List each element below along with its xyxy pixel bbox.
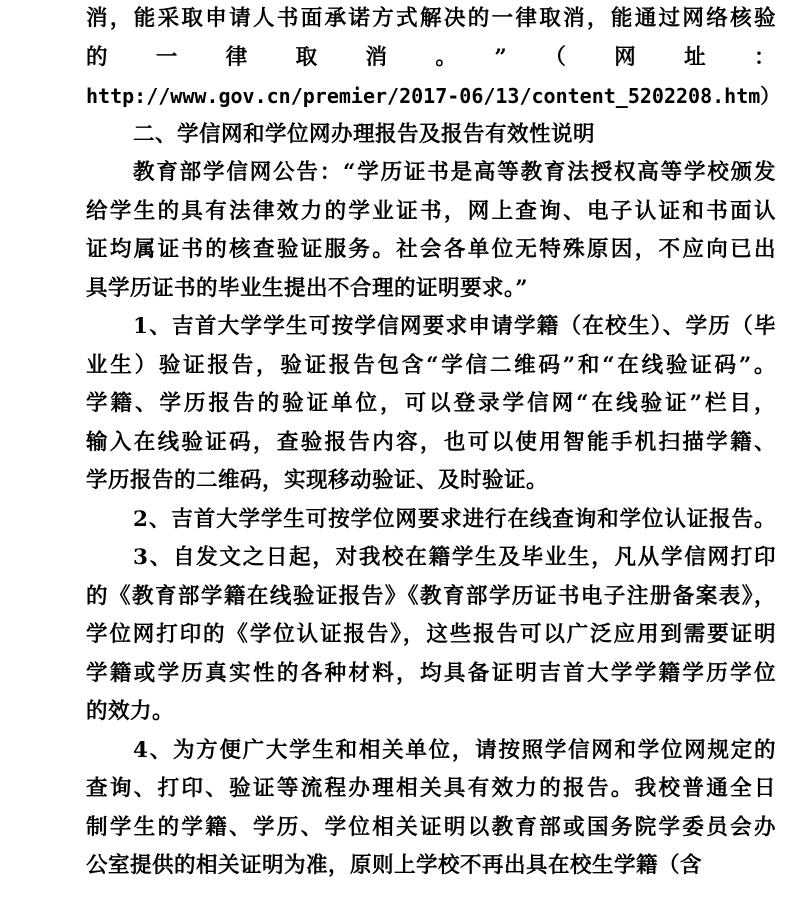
text-line: 的《教育部学籍在线验证报告》《教育部学历证书电子注册备案表》， (86, 583, 776, 609)
text-line: 证均属证书的核查验证服务。社会各单位无特殊原因，不应向已出 (86, 237, 776, 262)
text-line: 输入在线验证码，查验报告内容，也可以使用智能手机扫描学籍、 (86, 429, 776, 455)
text-line: 具学历证书的毕业生提出不合理的证明要求。” (86, 275, 529, 301)
document-url: http://www.gov.cn/premier/2017-06/13/content_5202208.htm） (86, 84, 781, 108)
text-line: 学历报告的二维码，实现移动验证、及时验证。 (86, 468, 549, 493)
text-line: 消，能采取申请人书面承诺方式解决的一律取消，能通过网络核验 (86, 6, 776, 31)
text-line: 业生）验证报告，验证报告包含“学信二维码”和“在线验证码”。 (86, 352, 776, 378)
text-line: 公室提供的相关证明为准，原则上学校不再出具在校生学籍（含 (86, 853, 703, 878)
text-line: 4、为方便广大学生和相关单位，请按照学信网和学位网规定的 (133, 737, 776, 763)
text-line: 教育部学信网公告：“学历证书是高等教育法授权高等学校颁发 (133, 160, 776, 185)
text-line: 制学生的学籍、学历、学位相关证明以教育部或国务院学委员会办 (86, 814, 776, 840)
section-heading: 二、学信网和学位网办理报告及报告有效性说明 (133, 121, 596, 147)
text-line: 的效力。 (86, 699, 175, 724)
text-line: 2、吉首大学学生可按学位网要求进行在线查询和学位认证报告。 (133, 506, 776, 532)
text-line: 的一律取消。”（网址： (86, 44, 776, 70)
text-line: 3、自发文之日起，对我校在籍学生及毕业生，凡从学信网打印 (133, 545, 776, 570)
text-line: 给学生的具有法律效力的学业证书，网上查询、电子认证和书面认 (86, 198, 776, 224)
text-line: 1、吉首大学学生可按学信网要求申请学籍（在校生）、学历（毕 (133, 314, 776, 339)
text-line: 查询、打印、验证等流程办理相关具有效力的报告。我校普通全日 (86, 776, 776, 801)
document-text-block (86, 0, 781, 886)
text-line: 学籍或学历真实性的各种材料，均具备证明吉首大学学籍学历学位 (86, 660, 776, 686)
text-line: 学位网打印的《学位认证报告》，这些报告可以广泛应用到需要证明 (86, 622, 776, 647)
text-line: 学籍、学历报告的验证单位，可以登录学信网“在线验证”栏目， (86, 391, 776, 416)
